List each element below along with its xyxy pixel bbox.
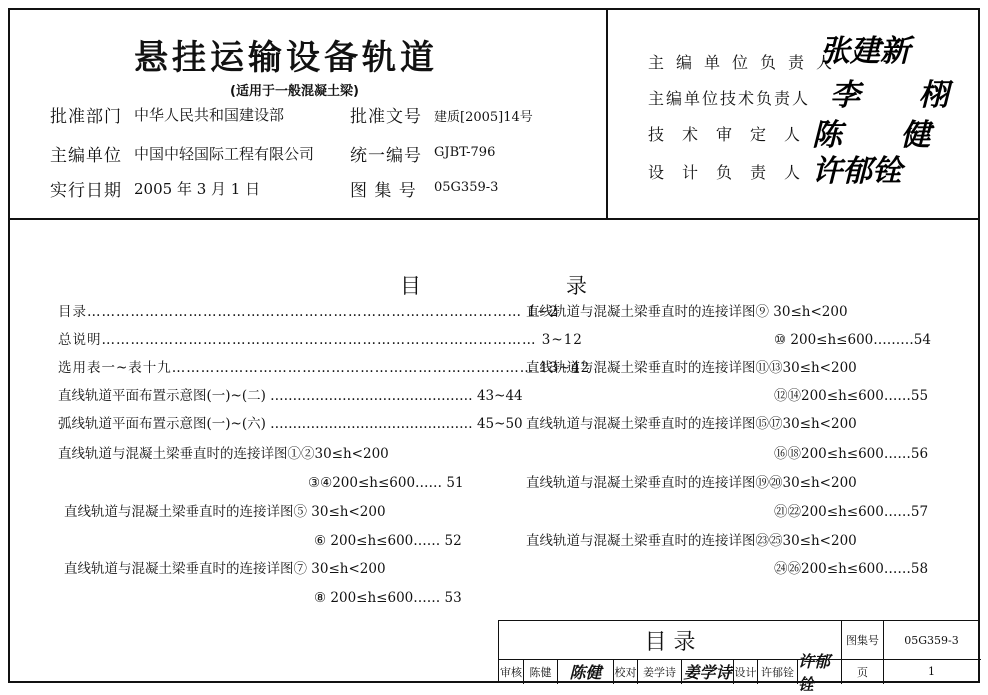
toc-entry: 直线轨道与混凝土梁垂直时的连接详图㉓㉕30≤h<200 [526, 533, 857, 549]
toc-entry: ㉑㉒200≤h≤600……57 [774, 504, 929, 520]
page-label: 页 [841, 659, 883, 684]
unified-no-value: GJBT-796 [434, 145, 496, 160]
check-signature: 姜学诗 [681, 659, 733, 684]
title-block-title: 目 录 [644, 629, 696, 655]
unified-no-label: 统一编号 [350, 146, 422, 166]
effective-date-label: 实行日期 [50, 181, 122, 201]
approval-no-label: 批准文号 [350, 107, 422, 127]
toc-entry: 直线轨道与混凝土梁垂直时的连接详图⑤ 30≤h<200 [64, 504, 386, 520]
atlas-no-label: 图 集 号 [350, 181, 417, 201]
toc-entry: 目录……………………………………………………………………………… 1~2 [58, 304, 559, 320]
document-title: 悬挂运输设备轨道 [134, 38, 438, 78]
toc-entry: 选用表一~表十九………………………………………………………………… 13~42 [58, 360, 591, 376]
page-number: 1 [883, 659, 979, 684]
toc-entry: 直线轨道与混凝土梁垂直时的连接详图①②30≤h<200 [58, 446, 389, 462]
effective-date-value: 2005 年 3 月 1 日 [134, 180, 261, 198]
toc-entry: ㉔㉖200≤h≤600……58 [774, 561, 929, 577]
review-label: 审核 [500, 665, 522, 679]
atlas-no-value: 05G359-3 [434, 180, 499, 195]
toc-entry: ③④200≤h≤600…… 51 [308, 475, 464, 491]
design-signature: 许郁铨 [797, 659, 841, 684]
toc-heading-left: 目 [400, 274, 421, 298]
document-subtitle: (适用于一般混凝土梁) [230, 84, 359, 99]
editor-unit-label: 主编单位 [50, 146, 122, 166]
responsible-role: 技术审定人 [648, 125, 819, 144]
design-label: 设计 [733, 659, 757, 684]
responsible-role: 设计负责人 [648, 163, 819, 182]
signature: 李 栩 [830, 78, 973, 113]
toc-entry: 直线轨道与混凝土梁垂直时的连接详图⑪⑬30≤h<200 [526, 360, 857, 376]
responsible-role: 主编单位技术负责人 [648, 89, 811, 108]
signature: 陈 健 [812, 118, 955, 153]
review-name: 陈健 [523, 659, 557, 684]
toc-entry: 总说明……………………………………………………………………………… 3~12 [58, 332, 583, 348]
toc-entry: ⑥ 200≤h≤600…… 52 [314, 533, 462, 549]
responsible-role: 主编单位负责人 [648, 53, 845, 72]
toc-entry: 直线轨道与混凝土梁垂直时的连接详图⑮⑰30≤h<200 [526, 416, 857, 432]
editor-unit-value: 中国中轻国际工程有限公司 [134, 145, 315, 163]
approval-no-value: 建质[2005]14号 [434, 110, 533, 125]
review-signature: 陈健 [557, 659, 613, 684]
check-name: 姜学诗 [637, 659, 681, 684]
toc-entry: 直线轨道与混凝土梁垂直时的连接详图⑦ 30≤h<200 [64, 561, 386, 577]
toc-heading-right: 录 [566, 274, 587, 298]
toc-entry: ⑫⑭200≤h≤600……55 [774, 388, 929, 404]
header-vertical-divider [606, 8, 608, 219]
toc-entry: 直线轨道平面布置示意图(一)~(二) ……………………………………… 43~44 [58, 388, 523, 404]
approval-dept-value: 中华人民共和国建设部 [134, 106, 285, 124]
toc-entry: ⑧ 200≤h≤600…… 53 [314, 590, 462, 606]
title-block [498, 620, 980, 694]
approval-dept-label: 批准部门 [50, 107, 122, 127]
atlas-no-label: 图集号 [841, 621, 883, 659]
toc-entry: 弧线轨道平面布置示意图(一)~(六) ……………………………………… 45~50 [58, 416, 523, 432]
signature: 许郁铨 [812, 154, 902, 189]
check-label: 校对 [613, 659, 637, 684]
toc-entry: 直线轨道与混凝土梁垂直时的连接详图⑨ 30≤h<200 [526, 304, 848, 320]
toc-entry: 直线轨道与混凝土梁垂直时的连接详图⑲⑳30≤h<200 [526, 475, 857, 491]
atlas-no-value: 05G359-3 [883, 621, 979, 659]
toc-entry: ⑯⑱200≤h≤600……56 [774, 446, 929, 462]
design-name: 许郁铨 [757, 659, 797, 684]
header-divider [8, 218, 980, 220]
toc-entry: ⑩ 200≤h≤600………54 [774, 332, 931, 348]
signature: 张建新 [820, 34, 910, 69]
